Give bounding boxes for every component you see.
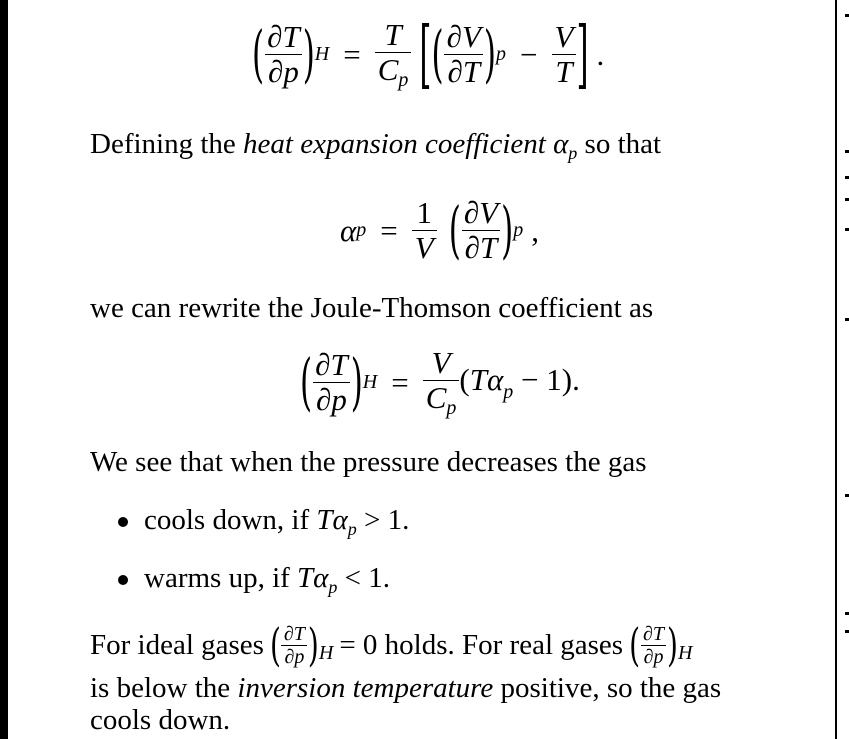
left-border-bar xyxy=(0,0,8,739)
edge-mark xyxy=(845,14,849,17)
edge-mark xyxy=(845,228,849,231)
edge-mark xyxy=(845,198,849,201)
bullet-cools-down: cools down, if $T\alpha_p > 1$. xyxy=(118,504,409,546)
paragraph-rewrite: we can rewrite the Joule-Thomson coefficient as xyxy=(90,292,654,324)
right-column-rule xyxy=(835,0,837,739)
edge-mark xyxy=(845,494,849,497)
edge-mark xyxy=(845,630,849,633)
paragraph-ideal-real-gases: For ideal gases ( $\frac{\partial T}{\partial p}$ ) H = 0 holds. For real gases ( $\frac{\partial T}{\partial p}$ ) H xyxy=(90,618,693,672)
bullet-icon xyxy=(118,575,128,585)
equation-heat-expansion-coefficient: α p = $\frac{1}{V}$ ( $\frac{\partial V}{\partial T}$ ) p , xyxy=(340,194,539,267)
edge-mark xyxy=(845,612,849,615)
edge-mark xyxy=(845,318,849,321)
bullet-icon xyxy=(118,517,128,527)
edge-mark xyxy=(845,176,849,179)
edge-mark xyxy=(845,150,849,153)
paragraph-cools-down: cools down. xyxy=(90,704,231,736)
paragraph-pressure-decrease: We see that when the pressure decreases the gas xyxy=(90,446,647,478)
bullet-warms-up: warms up, if $T\alpha_p < 1$. xyxy=(118,562,390,604)
equation-joule-thomson-general: ( $\frac{\partial T}{\partial p}$ ) H = $\frac{T}{Cp}$ [ ( $\frac{\partial V}{\partial T}$ ) p − $\frac{V}{T}$ ] . xyxy=(252,11,605,98)
paragraph-inversion-temperature: is below the inversion temperature positive, so the gas xyxy=(90,672,722,704)
paragraph-definition: Defining the heat expansion coefficient $\alpha_p$ so that xyxy=(90,128,662,163)
equation-joule-thomson-alpha: ( $\frac{\partial T}{\partial p}$ ) H = $\frac{V}{Cp}$ $(T\alpha_p - 1)$. xyxy=(300,345,580,420)
